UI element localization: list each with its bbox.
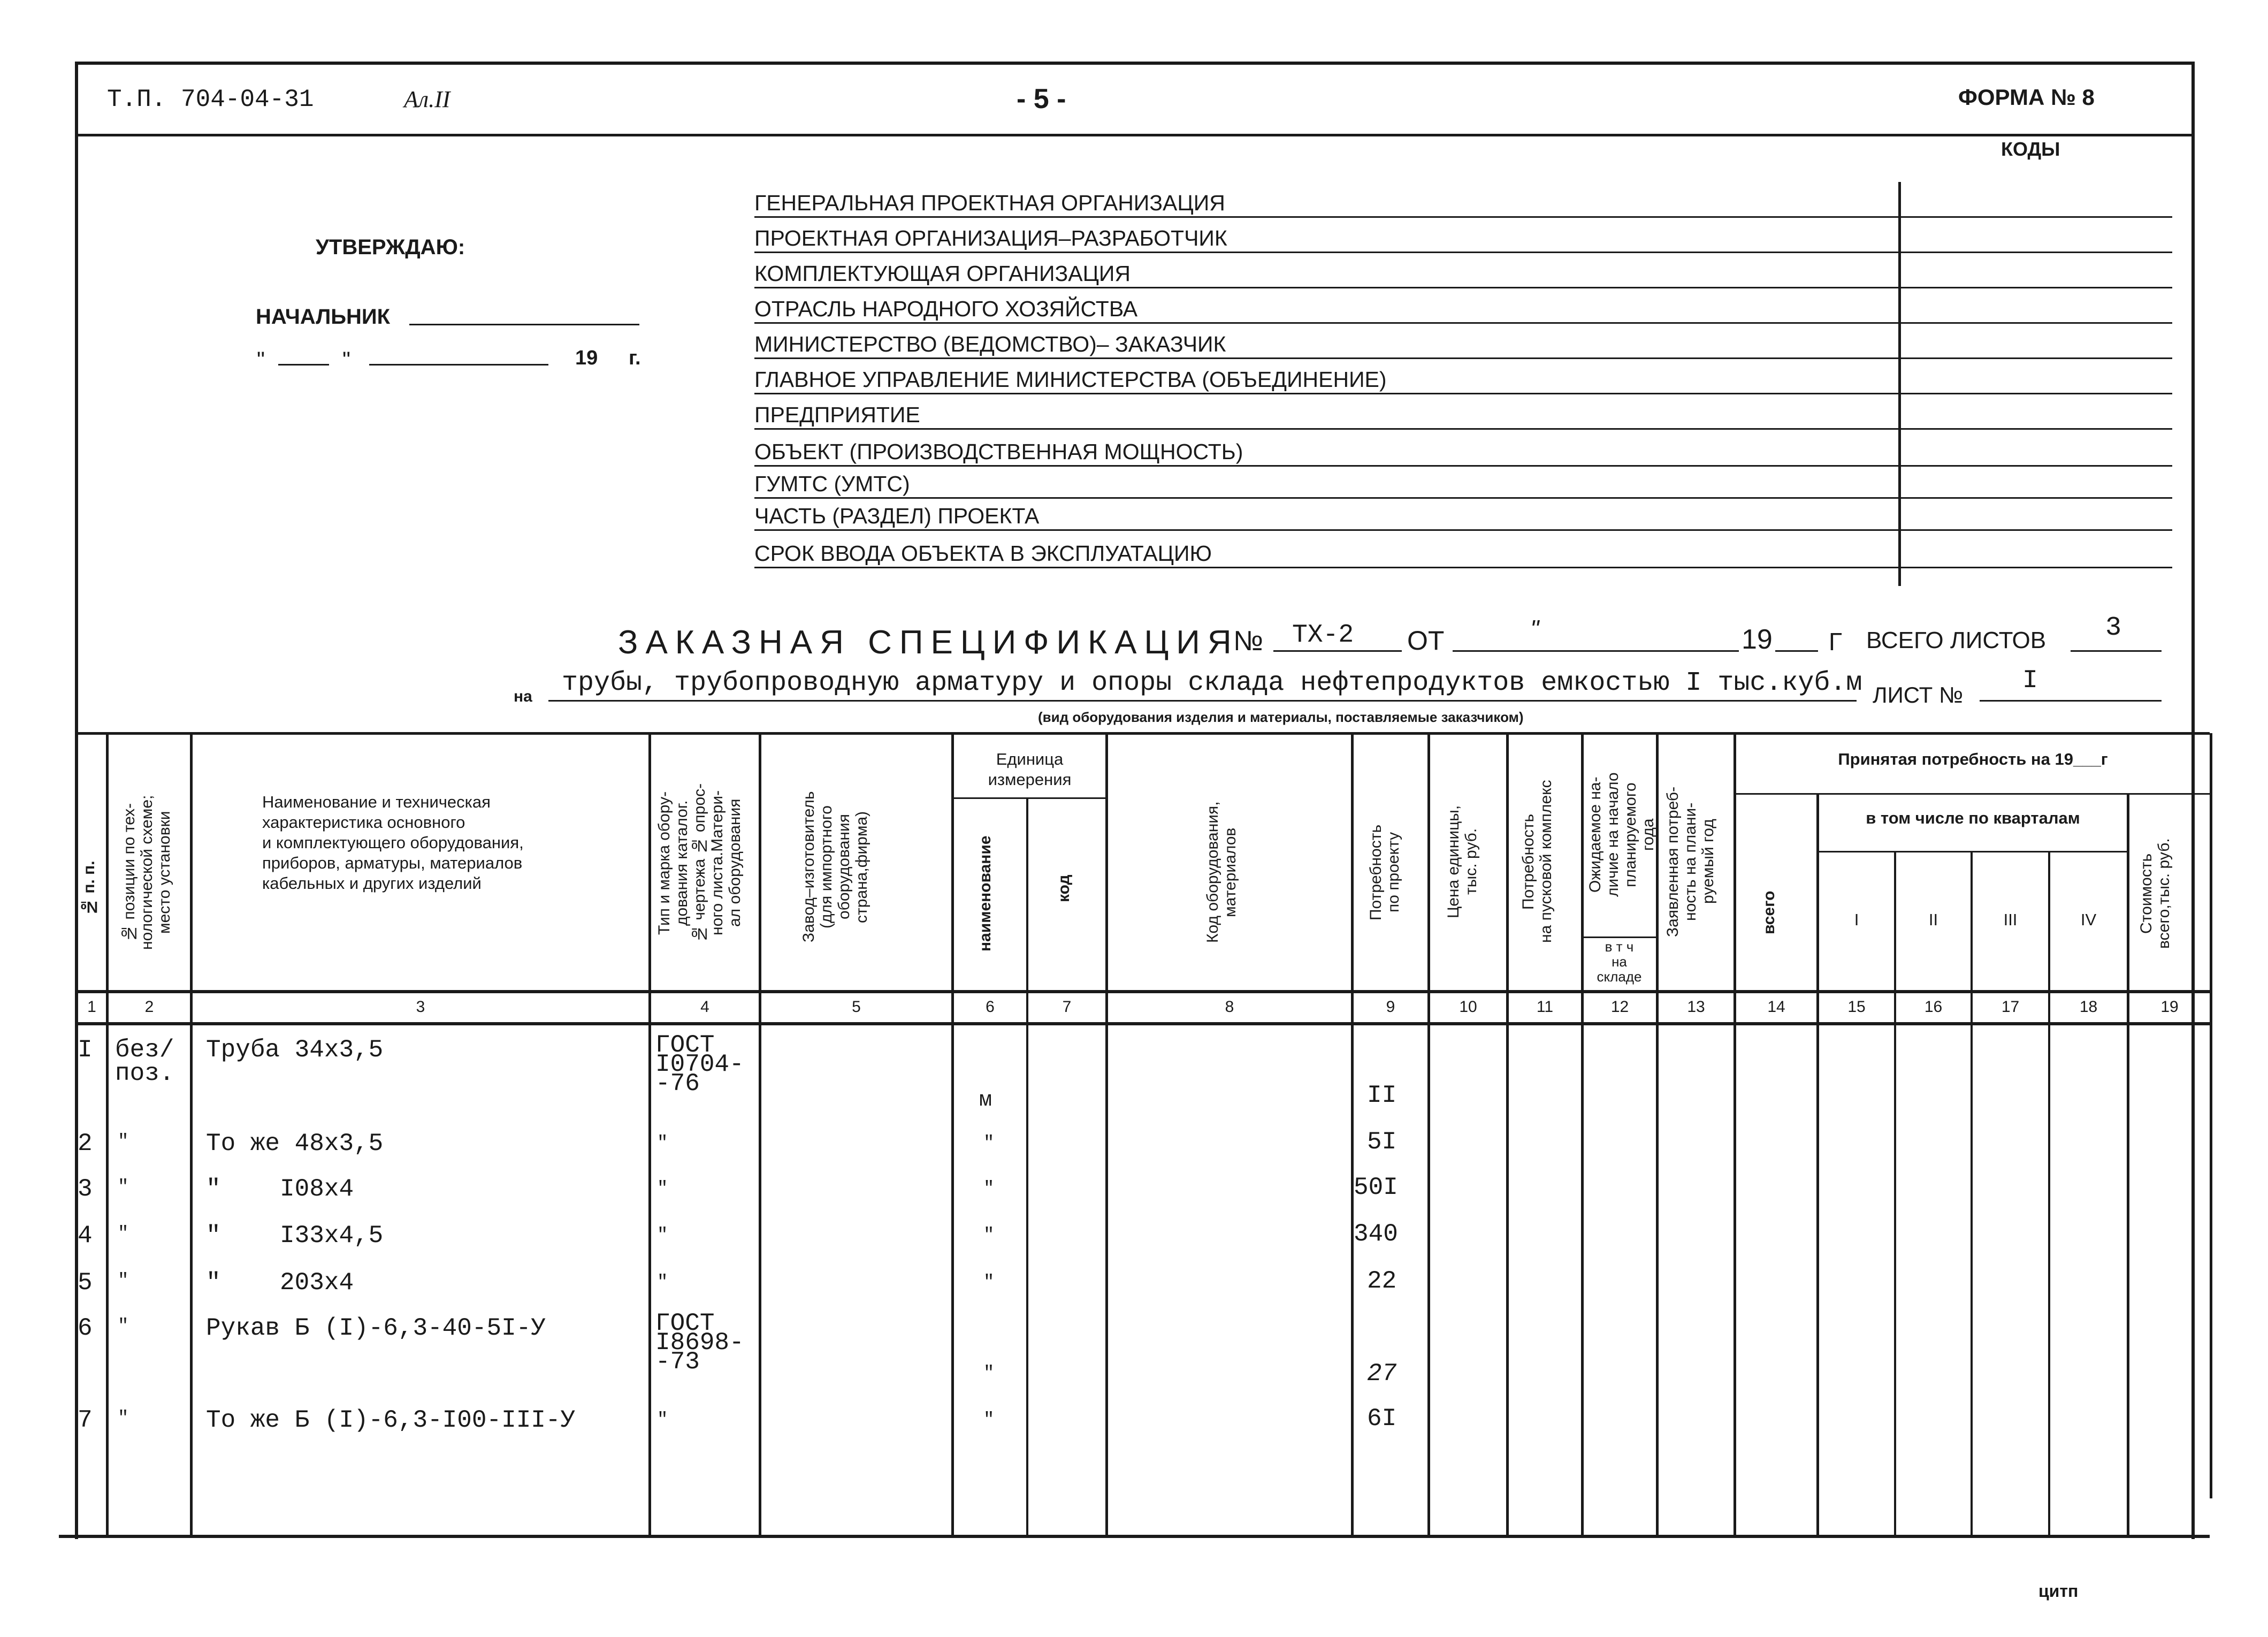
col-number-15: 15 [1847, 998, 1866, 1016]
header-c13: Заявленная потреб- ность на плани- руемый год [1664, 786, 1717, 937]
header-c5: Завод–изготовитель (для импортного оборудования страна,фирма) [800, 791, 870, 943]
row5-name: " 203х4 [206, 1269, 354, 1297]
field-industry: ОТРАСЛЬ НАРОДНОГО ХОЗЯЙСТВА [754, 291, 2172, 324]
spec-subject-line [548, 700, 1857, 702]
header-c11: Потребность на пусковой комплекс [1519, 780, 1555, 943]
field-general-org: ГЕНЕРАЛЬНАЯ ПРОЕКТНАЯ ОРГАНИЗАЦИЯ [754, 185, 2172, 218]
header-unit: Единица измерения [988, 750, 1072, 789]
col-line-4 [759, 733, 761, 1536]
header-c1: № п. п. [80, 861, 98, 916]
table-bottom-border [59, 1535, 2210, 1538]
row6-number: 6 [78, 1314, 93, 1342]
header-accepted: Принятая потребность на 19___г [1838, 750, 2108, 768]
album-label: Ал.II [404, 86, 450, 112]
header-c14: всего [1760, 890, 1778, 934]
spec-subject-note: (вид оборудования изделия и материалы, поставляемые заказчиком) [1038, 709, 1524, 725]
col-number-2: 2 [144, 998, 154, 1016]
row4-qty: 340 [1354, 1220, 1398, 1248]
col-line-1 [106, 733, 109, 1536]
date-quote-close: " [342, 347, 350, 372]
row4-type: " [657, 1225, 668, 1246]
col-number-7: 7 [1062, 998, 1072, 1016]
row7-position: " [118, 1408, 129, 1429]
field-gumts: ГУМТС (УМТС) [754, 466, 2172, 499]
row2-qty: 5I [1367, 1128, 1397, 1156]
page-number: - 5 - [1017, 83, 1066, 115]
col-line-18 [2127, 793, 2129, 1536]
row3-position: " [118, 1177, 129, 1198]
date-month-line [369, 364, 548, 366]
row1-number: I [78, 1036, 93, 1064]
spec-subject: трубы, трубопроводную арматуру и опоры склада нефтепродуктов емкостью I тыс.куб.м [562, 668, 1862, 698]
row2-position: " [118, 1132, 129, 1152]
col-number-6: 6 [986, 998, 995, 1016]
header-c9: Потребность по проекту [1367, 824, 1402, 920]
header-q3: III [2003, 910, 2018, 929]
col-line-17 [2048, 851, 2050, 1536]
spec-title: ЗАКАЗНАЯ СПЕЦИФИКАЦИЯ [618, 624, 1239, 661]
header-q1: I [1854, 910, 1859, 929]
field-completing-org: КОМПЛЕКТУЮЩАЯ ОРГАНИЗАЦИЯ [754, 255, 2172, 288]
row3-number: 3 [78, 1175, 93, 1203]
field-main-directorate: ГЛАВНОЕ УПРАВЛЕНИЕ МИНИСТЕРСТВА (ОБЪЕДИНЕНИЕ) [754, 361, 2172, 394]
date-quote-open: " [257, 347, 265, 372]
row3-name: " I08х4 [206, 1175, 354, 1203]
col-number-10: 10 [1459, 998, 1477, 1016]
col-line-16 [1971, 851, 1973, 1536]
col-line-3 [648, 733, 651, 1536]
spec-date-line [1453, 650, 1739, 652]
col-line-12 [1656, 733, 1659, 1536]
row2-type: " [657, 1133, 668, 1154]
row4-unit: " [983, 1225, 995, 1246]
spec-na: на [514, 688, 532, 705]
header-c19: Стоимость всего,тыс. руб. [2137, 838, 2173, 949]
spec-no-line [1273, 650, 1402, 652]
col-number-13: 13 [1687, 998, 1705, 1016]
col-number-8: 8 [1225, 998, 1234, 1016]
table-number-row-bottom [75, 1022, 2210, 1025]
codes-label: КОДЫ [2001, 138, 2060, 160]
col-number-14: 14 [1767, 998, 1785, 1016]
field-project-part: ЧАСТЬ (РАЗДЕЛ) ПРОЕКТА [754, 498, 2172, 531]
col-number-9: 9 [1386, 998, 1395, 1016]
row2-number: 2 [78, 1130, 93, 1158]
row5-unit: " [983, 1273, 995, 1293]
col-line-15 [1894, 851, 1896, 1536]
date-year-suffix: г. [629, 347, 641, 369]
spec-sheet-label: ЛИСТ № [1873, 682, 1964, 707]
header-c7: код [1055, 874, 1073, 902]
row1-qty: II [1367, 1082, 1397, 1109]
col-line-7 [1105, 733, 1108, 1536]
stock-header-divider [1581, 936, 1656, 938]
col-line-9 [1427, 733, 1430, 1536]
spec-no-label: № [1233, 626, 1263, 657]
col-number-1: 1 [87, 998, 96, 1016]
footer-stamp: цитп [2038, 1581, 2079, 1601]
row5-type: " [657, 1273, 668, 1293]
header-q2: II [1928, 910, 1938, 929]
date-year: 19 [575, 347, 598, 369]
row6-position: " [118, 1316, 129, 1337]
row6-qty: 27 [1367, 1360, 1397, 1388]
row7-number: 7 [78, 1406, 93, 1434]
col-line-13 [1734, 733, 1736, 1536]
header-q4: IV [2080, 910, 2097, 929]
col-number-19: 19 [2160, 998, 2179, 1016]
row1-type: ГОСТ I0704- -76 [655, 1031, 744, 1098]
unit-header-divider [951, 797, 1105, 799]
row4-number: 4 [78, 1222, 93, 1250]
col-number-4: 4 [700, 998, 709, 1016]
col-number-16: 16 [1924, 998, 1943, 1016]
spec-year-label: 19 [1742, 624, 1773, 655]
header-divider [75, 134, 2195, 136]
spec-date-quote: " [1530, 615, 1539, 643]
row1-unit: м [979, 1088, 992, 1113]
row7-qty: 6I [1367, 1405, 1397, 1433]
header-c12b: в т ч на складе [1597, 939, 1642, 985]
col-number-18: 18 [2079, 998, 2098, 1016]
approve-label: УТВЕРЖДАЮ: [316, 235, 465, 259]
row6-type: ГОСТ I8698- -73 [655, 1309, 744, 1376]
row7-type: " [657, 1410, 668, 1430]
row2-unit: " [983, 1133, 995, 1154]
row7-name: То же Б (I)-6,3-I00-III-У [206, 1406, 576, 1434]
table-top-border [75, 732, 2210, 735]
spec-from-label: ОТ [1407, 626, 1445, 656]
row5-position: " [118, 1271, 129, 1291]
header-c8: Код оборудования, материалов [1204, 801, 1239, 943]
col-line-8 [1351, 733, 1354, 1536]
chief-signature-line [409, 324, 639, 325]
spec-total-sheets-label: ВСЕГО ЛИСТОВ [1866, 627, 2046, 653]
header-c12a: Ожидаемое на- личие на начало планируемого года [1586, 772, 1657, 897]
row5-qty: 22 [1367, 1267, 1397, 1295]
col-line-6 [1026, 797, 1028, 1536]
spec-sheet-line [1980, 700, 2162, 702]
row3-type: " [657, 1179, 668, 1199]
chief-label: НАЧАЛЬНИК [256, 305, 391, 329]
col-number-17: 17 [2001, 998, 2020, 1016]
header-quarters: в том числе по кварталам [1866, 809, 2080, 827]
table-header-bottom [75, 990, 2210, 993]
form-number: ФОРМА № 8 [1958, 85, 2095, 110]
row2-name: То же 48х3,5 [206, 1130, 384, 1158]
col-number-3: 3 [416, 998, 425, 1016]
field-object: ОБЪЕКТ (ПРОИЗВОДСТВЕННАЯ МОЩНОСТЬ) [754, 433, 2172, 467]
col-line-5 [951, 733, 954, 1536]
col-line-11 [1581, 733, 1584, 1536]
col-number-11: 11 [1536, 998, 1554, 1016]
spec-total-sheets: 3 [2105, 613, 2122, 643]
header-c6: наименование [976, 835, 994, 952]
col-line-14 [1816, 793, 1819, 1536]
date-day-line [278, 364, 329, 366]
row1-position: без/ поз. [115, 1036, 174, 1087]
row7-unit: " [983, 1410, 995, 1430]
spec-g-label: Г [1829, 628, 1842, 656]
header-c2: № позиции по тех- нологической схеме; место установки [120, 795, 173, 950]
field-commission-date: СРОК ВВОДА ОБЪЕКТА В ЭКСПЛУАТАЦИЮ [754, 535, 2172, 568]
accepted-header-divider [1734, 793, 2210, 795]
spec-sheet: I [2022, 666, 2038, 695]
col-line-19 [2210, 733, 2212, 1498]
field-developer-org: ПРОЕКТНАЯ ОРГАНИЗАЦИЯ–РАЗРАБОТЧИК [754, 220, 2172, 253]
row6-unit: " [983, 1364, 995, 1384]
row5-number: 5 [78, 1269, 93, 1297]
header-c4: Тип и марка обору- дования каталог. № чертежа № опрос- ного листа.Матери- ал оборудования [655, 783, 744, 943]
header-c3: Наименование и техническая характеристика основного и комплектующего оборудования, приборов, арматуры, материалов кабельных и других изделий [262, 793, 524, 893]
col-number-12: 12 [1610, 998, 1629, 1016]
row3-unit: " [983, 1179, 995, 1199]
row4-name: " I33х4,5 [206, 1222, 384, 1250]
row6-name: Рукав Б (I)-6,3-40-5I-У [206, 1314, 546, 1342]
spec-no-value: ТХ-2 [1292, 621, 1354, 650]
field-ministry: МИНИСТЕРСТВО (ВЕДОМСТВО)– ЗАКАЗЧИК [754, 326, 2172, 359]
col-number-5: 5 [852, 998, 861, 1016]
col-line-2 [190, 733, 193, 1536]
header-c10: Цена единицы, тыс. руб. [1445, 805, 1480, 918]
doc-code: Т.П. 704-04-31 [107, 86, 314, 113]
field-enterprise: ПРЕДПРИЯТИЕ [754, 397, 2172, 430]
row4-position: " [118, 1224, 129, 1244]
col-line-10 [1506, 733, 1509, 1536]
spec-year-line [1775, 650, 1818, 652]
row1-name: Труба 34х3,5 [206, 1036, 384, 1064]
row3-qty: 50I [1354, 1174, 1398, 1201]
spec-total-sheets-line [2071, 650, 2162, 652]
